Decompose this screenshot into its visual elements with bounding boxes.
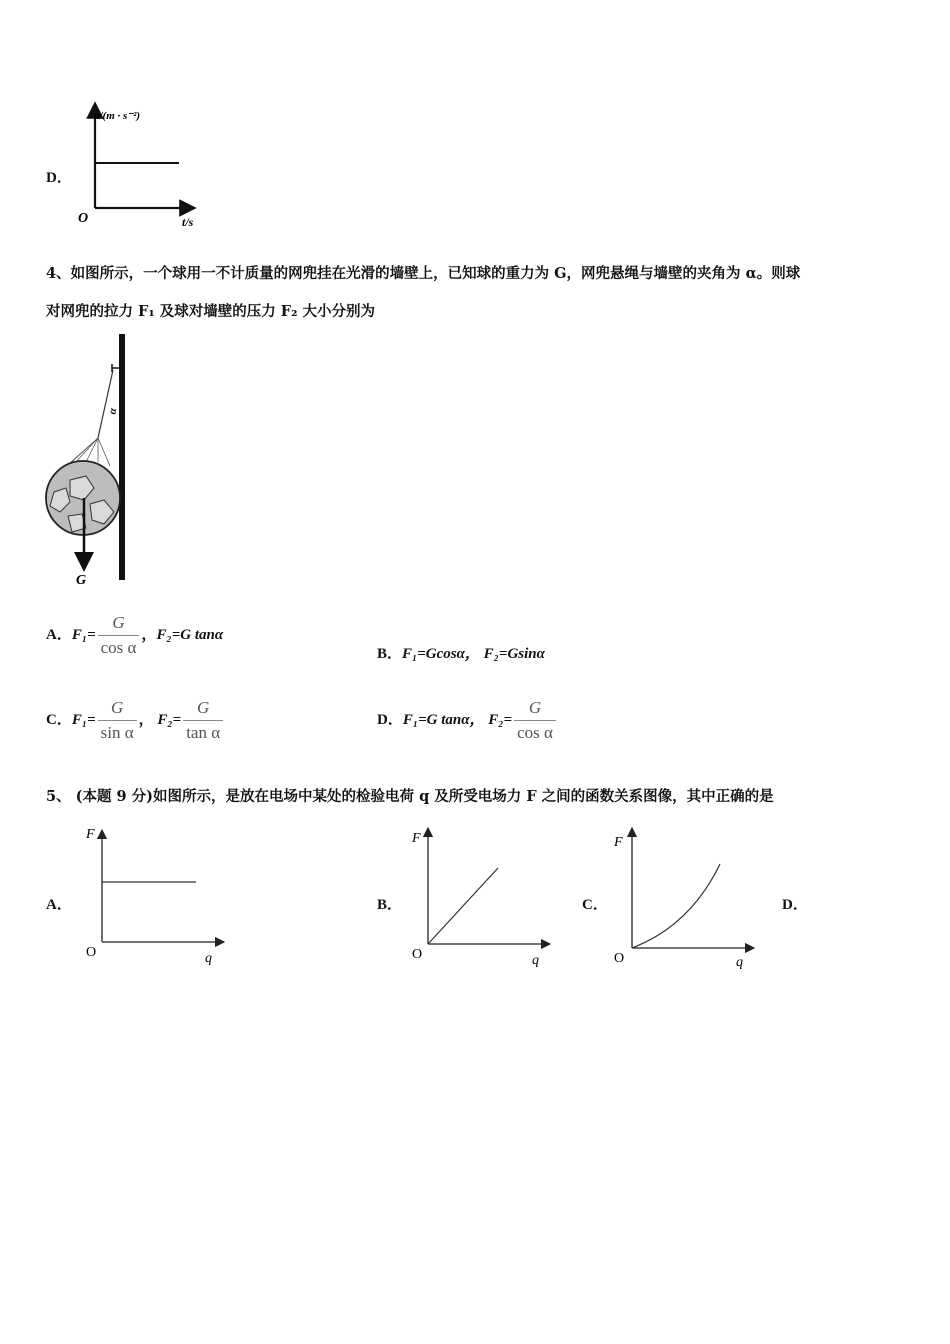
linear-force-line — [428, 868, 498, 944]
q4-option-a-f1-fraction: $\frac{G}{\text{cos α}}$ — [98, 613, 140, 658]
q4-option-b-text: F₁=Gcosα， F₂=Gsinα — [402, 646, 545, 662]
q4-option-c-f1-fraction: $\frac{G}{\text{sin α}}$ — [98, 698, 137, 743]
origin-label: O — [614, 951, 625, 966]
q4-option-c-f2-fraction: $\frac{G}{\text{tan α}}$ — [183, 698, 223, 743]
curved-force-line — [632, 864, 720, 948]
x-axis-label: t/s — [182, 215, 194, 229]
angle-label: α — [106, 407, 120, 416]
q4-text-line1: 4、如图所示，一个球用一不计质量的网兜挂在光滑的墙壁上，已知球的重力为 G，网兜悬绳与墙壁的夹角为 α。则球 — [46, 265, 801, 282]
q4-option-c[interactable]: C．F₁= $\frac{G}{\text{sin α}}$ ， F₂= $\frac{G}{\text{tan α}}$ — [46, 698, 225, 743]
q5-graph-c — [608, 822, 768, 972]
ball-on-wall-figure — [40, 330, 150, 592]
option-d-label: D． — [46, 170, 72, 186]
q4-option-a-label: A． — [46, 626, 72, 643]
y-axis-label: a/(m · s⁻²) — [94, 110, 141, 122]
q5-option-c-label[interactable]: C． — [582, 897, 608, 913]
x-axis-label: q — [205, 951, 212, 966]
q4-option-d-label: D． — [377, 711, 403, 728]
origin-label: O — [412, 947, 423, 962]
q4-option-a[interactable]: A．F₁= $\frac{G}{\text{cos α}}$ ，F₂=G tanα — [46, 613, 224, 657]
q4-option-d-f2-fraction: $\frac{G}{\text{cos α}}$ — [514, 698, 556, 743]
q4-option-d[interactable]: D．F₁=G tanα， F₂= $\frac{G}{\text{cos α}}$ — [377, 698, 558, 743]
y-axis-label: F — [412, 831, 421, 846]
q4-option-a-f1: F₁= — [71, 626, 96, 643]
q5-option-d-label[interactable]: D． — [782, 897, 808, 913]
q5-text: 5、 (本题 9 分)如图所示，是放在电场中某处的检验电荷 q 及所受电场力 F 之间的函数关系图像，其中正确的是 — [46, 788, 774, 805]
x-axis-label: q — [736, 955, 743, 970]
x-axis-label: q — [532, 953, 539, 968]
q5-option-a-label[interactable]: A． — [46, 897, 72, 913]
rope — [98, 370, 113, 438]
wall — [119, 334, 125, 580]
q4-option-a-f2: F₂=G tanα — [156, 626, 224, 643]
q4-option-b[interactable] — [377, 642, 545, 663]
q5-option-b-label[interactable]: B． — [377, 897, 403, 913]
origin-label: O — [86, 945, 97, 960]
y-axis-label: F — [86, 827, 95, 842]
q5-graph-a — [78, 822, 238, 972]
weight-label: G — [76, 573, 87, 588]
q5-graph-b — [404, 822, 564, 972]
y-axis-label: F — [614, 835, 623, 850]
q4-option-b-label: B． — [377, 646, 403, 662]
q4-text-line2: 对网兜的拉力 F₁ 及球对墙壁的压力 F₂ 大小分别为 — [46, 303, 375, 320]
q4-option-c-label: C． — [46, 711, 72, 728]
acceleration-time-graph — [70, 100, 220, 230]
origin-label: O — [78, 211, 89, 226]
